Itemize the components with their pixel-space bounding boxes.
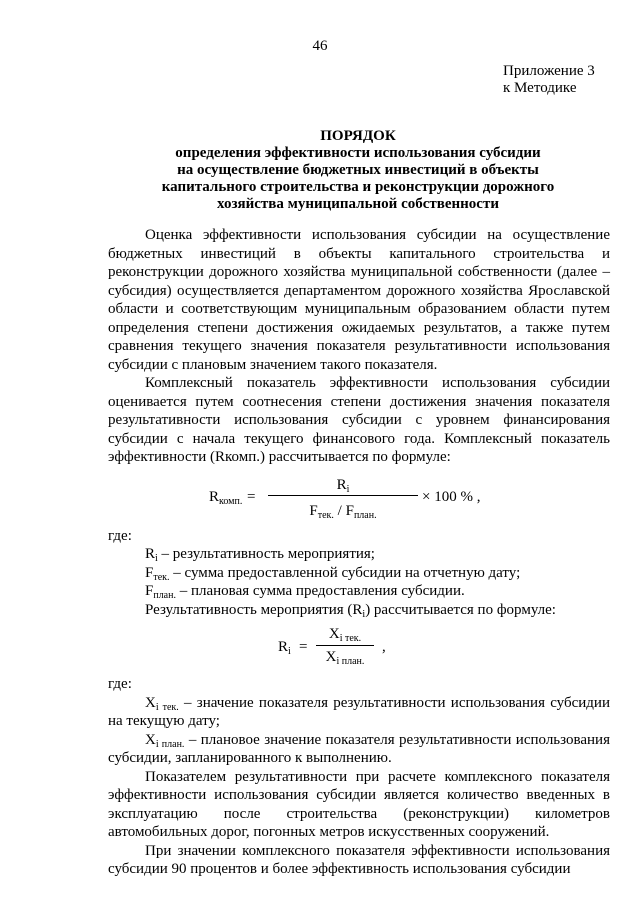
paragraph-3: Показателем результативности при расчете комплексного показателя эффективности использования субсидии является количество введенных в эксплуатацию после строительства (реконструкции) километров автомобильных дорог, погонных метров искусственных сооружений.: [108, 768, 610, 840]
title-line-1: определения эффективности использования субсидии: [175, 145, 541, 161]
definition-xiplan: $X_{i план.}$ – плановое значение показателя результативности использования субсидии, запланированного к выполнению.: [108, 731, 610, 766]
appendix-line-1: Приложение 3: [503, 63, 595, 79]
formula2-denominator: $X_{i план.}$: [325, 649, 365, 667]
formula1-denominator: $F_{тек.} / F_{план.}$: [309, 502, 377, 521]
document-body: [108, 226, 610, 879]
formula-efficiency: [108, 467, 610, 527]
formula2-comma: ,: [382, 639, 386, 655]
where-label-2: где:: [108, 676, 132, 692]
title-heading: ПОРЯДОК: [320, 128, 396, 144]
title-line-3: капитального строительства и реконструкции дорожного: [161, 179, 555, 195]
definition-fplan: $F_{план.}$ – плановая сумма предоставления субсидии.: [145, 583, 465, 601]
definition-ri: $R_i$ – результативность мероприятия;: [145, 546, 375, 564]
appendix-reference: [503, 63, 595, 97]
definition-xitek: $X_{i тек.}$ – значение показателя результативности использования субсидии на текущую дату;: [108, 694, 610, 729]
paragraph-1: Оценка эффективности использования субсидии на осуществление бюджетных инвестиций в объекты капитального строительства и реконструкции дорожного хозяйства муниципальной собственности (далее – субсидия) осуществляется департаментом дорожного хозяйства Ярославской области и соответствующим муниципальным образованием области путем определения степени достижения ожидаемых результатов, а также путем сравнения текущего значения показателя результативности использования субсидии с плановым значением такого показателя.: [108, 227, 610, 373]
formula1-equals: =: [247, 488, 256, 505]
formula2-numerator: $X_{i тек.}$: [328, 626, 362, 644]
document-title: [108, 128, 608, 213]
formula1-fraction-bar: [268, 495, 418, 496]
page-number: 46: [312, 38, 328, 54]
formula1-numerator: $R_i$: [336, 476, 350, 495]
formula1-lhs: $R_{комп.}$: [209, 488, 243, 507]
formula-result: [108, 619, 610, 675]
where-label-1: где:: [108, 527, 132, 544]
title-line-2: на осуществление бюджетных инвестиций в объекты: [177, 162, 539, 178]
formula2-lhs: $R_i$: [278, 639, 291, 657]
paragraph-2: Комплексный показатель эффективности использования субсидии оценивается путем соотнесения степени достижения значения показателя результативности использования субсидии с уровнем финансирования субсидии с начала текущего финансового года. Комплексный показатель эффективности (Rкомп.) рассчитывается по формуле:: [108, 375, 610, 465]
paragraph-4: При значении комплексного показателя эффективности использования субсидии 90 процентов и более эффективность использования субсидии: [108, 842, 610, 877]
result-formula-intro: Результативность мероприятия $(R_i)$ рассчитывается по формуле:: [145, 601, 556, 620]
definition-ftek: $F_{тек.}$ – сумма предоставленной субсидии на отчетную дату;: [145, 564, 521, 583]
title-line-4: хозяйства муниципальной собственности: [217, 196, 499, 212]
formula2-fraction-bar: [316, 645, 374, 646]
formula2-equals: =: [299, 639, 308, 655]
formula1-multiplier: × 100 % ,: [422, 488, 481, 505]
appendix-line-2: к Методике: [503, 80, 577, 96]
